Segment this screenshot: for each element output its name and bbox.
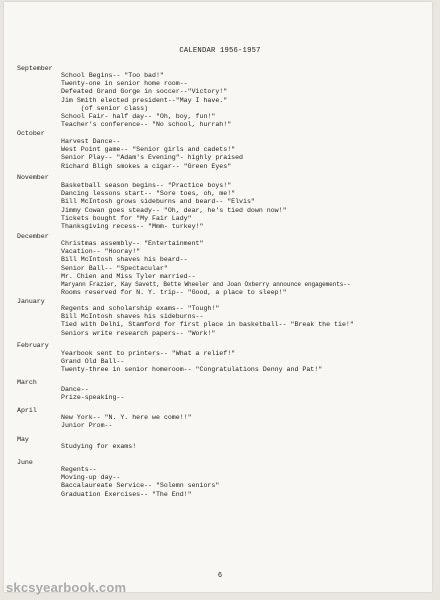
entry-line: Richard Bligh smokes a cigar-- "Green Eyes" — [61, 162, 232, 170]
site-watermark: skcsyearbook.com — [6, 580, 127, 595]
entry-line: Jimmy Cowan goes steady-- "Oh, dear, he's tied down now!" — [61, 206, 287, 214]
entry-line: Regents and scholarship exams-- "Tough!" — [61, 305, 220, 312]
entry-line: Regents-- — [61, 466, 97, 473]
april-entries — [61, 414, 192, 430]
entry-line: Seniors write research papers-- "Work!" — [61, 329, 216, 337]
entry-line: Defeated Grand Gorge in soccer--"Victory!" — [61, 88, 228, 96]
october-entries — [61, 138, 243, 171]
february-entries — [61, 350, 322, 375]
month-label-october: October — [17, 130, 45, 137]
entry-line: Prize-speaking-- — [61, 394, 125, 402]
month-label-june: June — [17, 459, 33, 466]
entry-line: Rooms reserved for N. Y. trip-- "Good, a place to sleep!" — [61, 289, 287, 297]
entry-line: Studying for exams! — [61, 443, 137, 450]
entry-line: School Begins-- "Too bad!" — [61, 72, 164, 79]
entry-line: Senior Ball-- "Spectacular" — [61, 264, 168, 272]
entry-line: Vacation-- "Hooray!" — [61, 248, 141, 256]
entry-line: Dance-- — [61, 386, 89, 393]
november-entries — [61, 182, 287, 231]
entry-line: Junior Prom-- — [61, 422, 113, 430]
month-label-september: September — [17, 65, 53, 72]
march-entries — [61, 386, 124, 402]
entry-line: Christmas assembly-- "Entertainment" — [61, 240, 204, 247]
entry-line: Thanksgiving recess-- "Mmm- turkey!" — [61, 223, 204, 231]
entry-line: School Fair- half day-- "Oh, boy, fun!" — [61, 113, 216, 121]
month-label-january: January — [17, 298, 45, 305]
month-label-may: May — [17, 436, 29, 443]
month-label-november: November — [17, 174, 49, 181]
entry-line: Bill McIntosh grows sideburns and beard-- "Elvis" — [61, 198, 255, 206]
december-entries — [61, 240, 350, 297]
entry-line: Baccalaureate Service-- "Solemn seniors" — [61, 482, 220, 490]
entry-line: Basketball season begins-- "Practice boys!" — [61, 182, 232, 189]
month-label-march: March — [17, 379, 37, 386]
entry-line: Bill McIntosh shaves his sideburns-- — [61, 313, 204, 321]
entry-line: Senior Play-- "Adam's Evening"- highly praised — [61, 154, 244, 162]
entry-line: Tied with Delhi, Stamford for first place in basketball-- "Break the tie!" — [61, 321, 354, 329]
page-number: 6 — [217, 572, 223, 580]
month-label-december: December — [17, 233, 49, 240]
entry-line: Harvest Dance-- — [61, 138, 121, 145]
entry-line: Maryann Frazier, Kay Savett, Bette Wheeler and Joan Oxberry announce engagements-- — [61, 281, 351, 289]
entry-line: New York-- "N. Y. here we come!!" — [61, 414, 192, 421]
entry-line: Tickets bought for "My Fair Lady" — [61, 214, 192, 222]
entry-line: Twenty-one in senior home room-- — [61, 80, 188, 88]
entry-line: Bill McIntosh shaves his beard-- — [61, 256, 188, 264]
june-entries — [61, 466, 219, 499]
entry-line: Teacher's conference-- "No school, hurrah!" — [61, 121, 232, 129]
entry-line: Dancing lessons start-- "Sore toes, oh, me!" — [61, 190, 236, 198]
entry-line: Yearbook sent to printers-- "What a relief!" — [61, 350, 236, 357]
month-label-february: February — [17, 342, 49, 349]
may-entries — [61, 443, 136, 451]
entry-line: Grand Old Ball-- — [61, 358, 125, 366]
entry-line: (of senior class) — [61, 104, 149, 112]
month-label-april: April — [17, 407, 37, 414]
entry-line: Moving-up day-- — [61, 474, 121, 482]
september-entries — [61, 72, 231, 129]
entry-line: Jim Smith elected president--"May I have." — [61, 96, 228, 104]
january-entries — [61, 305, 354, 338]
entry-line: Mr. Chien and Miss Tyler married-- — [61, 272, 196, 280]
entry-line: West Point game-- "Senior girls and cadets!" — [61, 146, 236, 154]
entry-line: Twenty-three in senior homeroom-- "Congratulations Denny and Pat!" — [61, 366, 323, 374]
entry-line: Graduation Exercises-- "The End!" — [61, 490, 192, 498]
page-title: CALENDAR 1956-1957 — [179, 47, 261, 55]
